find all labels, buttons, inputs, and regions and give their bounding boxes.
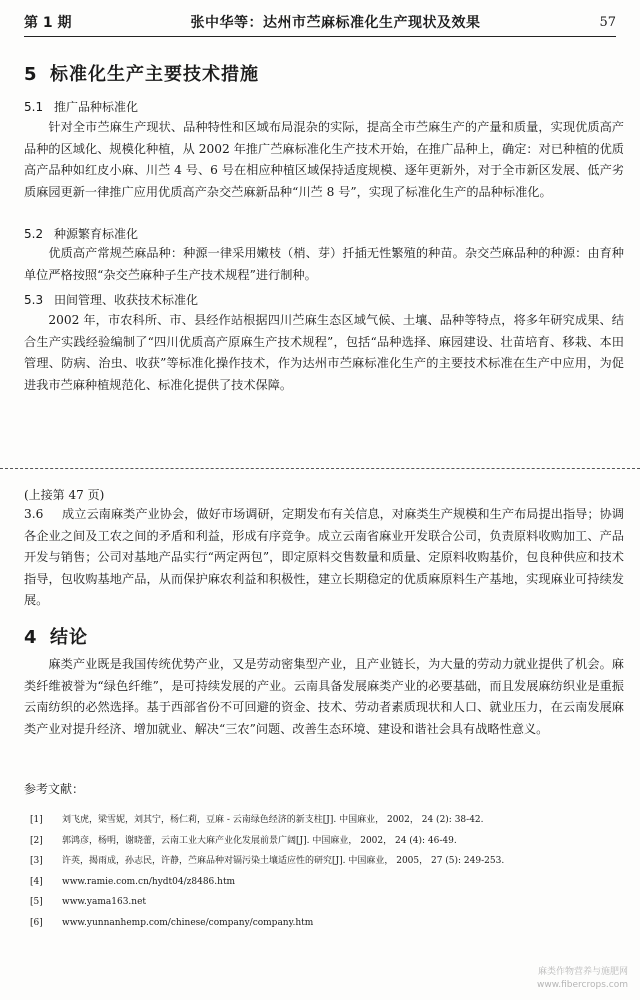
issue-number: 第 1 期 bbox=[24, 15, 72, 31]
running-header bbox=[24, 8, 616, 37]
reference-item: [6] www.yunnanhemp.com/chinese/company/company.htm bbox=[30, 917, 314, 928]
paragraph-5-2: 优质高产常规苎麻品种：种源一律采用嫩枝（梢、芽）扦插无性繁殖的种苗。杂交苎麻品种的种源：由育种单位严格按照“杂交苎麻种子生产技术规程”进行制种。 bbox=[24, 246, 624, 282]
reference-item: [1] 刘飞虎，梁雪妮，刘其宁，杨仁莉，豆麻 - 云南绿色经济的新支柱[J]. 中国麻业， 2002， 24 (2): 38-42. bbox=[30, 815, 484, 825]
reference-item: [4] www.ramie.com.cn/hydt04/z8486.htm bbox=[30, 876, 236, 887]
section-number: 5 bbox=[24, 64, 38, 85]
running-title: 张中华等：达州市苎麻标准化生产现状及效果 bbox=[190, 15, 481, 31]
reference-item: [3] 许英，揭雨成，孙志民，许静，苎麻品种对镉污染土壤适应性的研究[J]. 中国麻业， 2005， 27 (5): 249-253. bbox=[30, 856, 505, 866]
subsection-5-3-heading bbox=[24, 291, 198, 308]
subsection-number: 3.6 bbox=[24, 507, 44, 521]
subsection-title: 田间管理、收获技术标准化 bbox=[54, 293, 199, 307]
reference-item: [2] 郭鸿彦，杨明，谢晓蕾，云南工业大麻产业化发展前景广阔[J]. 中国麻业， 2002， 24 (4): 46-49. bbox=[30, 835, 457, 846]
paragraph-5-1: 针对全市苎麻生产现状、品种特性和区域布局混杂的实际，提高全市苎麻生产的产量和质量，实现优质高产品种的区域化、规模化种植，从 2002 年推广苎麻标准化生产技术开始，在推广品种上，确定：对已种植的优质高产品种如红皮小麻、川苎 4 号、6 号在相应种植区域保持适度规模、逐年更新外，对于全市新区发展、低产劣质麻园更新一律推广应用优质高产杂交苎麻新品种“川苎 8 号”，实现了标准化生产的品种标准化。 bbox=[24, 120, 624, 199]
subsection-number: 5.1 bbox=[24, 100, 44, 114]
page-number: 57 bbox=[599, 14, 616, 30]
paragraph-3-6-text: 成立云南麻类产业协会，做好市场调研，定期发布有关信息，对麻类生产规模和生产布局提出指导；协调各企业之间及工农之间的矛盾和利益，形成有序竞争。成立云南省麻业开发联合公司，负责原料收购加工、产品开发与销售；公司对基地产品实行“两定两包”，即定原料交售数量和质量、定原料收购基价，包良种供应和技术指导，包收购基地产品，从而保护麻农利益和积极性，建立长期稳定的优质麻原料生产基地，实现麻业可持续发展。 bbox=[24, 507, 624, 607]
subsection-number: 5.2 bbox=[24, 227, 44, 241]
site-watermark: 麻类作物营养与施肥网 www.fibercrops.com bbox=[537, 967, 628, 990]
paragraph-conclusion: 麻类产业既是我国传统优势产业，又是劳动密集型产业，且产业链长，为大量的劳动力就业提供了机会。麻类纤维被誉为“绿色纤维”，是可持续发展的产业。云南具备发展麻类产业的必要基础，而且发展麻纺织业是重振云南纺织的必然选择。基于西部省份不可回避的资金、技术、劳动者素质现状和人口、就业压力，在云南发展麻类产业对提升经济、增加就业、解决“三农”问题、改善生态环境、建设和谐社会具有战略性意义。 bbox=[24, 657, 624, 736]
subsection-number: 5.3 bbox=[24, 293, 44, 307]
subsection-5-2-heading bbox=[24, 225, 138, 242]
paragraph-5-3: 2002 年，市农科所、市、县经作站根据四川苎麻生态区域气候、土壤、品种等特点，将多年研究成果、结合生产实践经验编制了“四川优质高产原麻生产技术规程”，包括“品种选择、麻园建设、壮苗培育、移栽、本田管理、防病、治虫、收获”等标准化操作技术，作为达州市苎麻标准化生产的主要技术标准在生产中应用，为促进我市苎麻种植规范化、标准化提供了技术保障。 bbox=[24, 313, 624, 392]
section-5-heading bbox=[24, 60, 259, 86]
section-4-heading bbox=[24, 623, 88, 649]
section-title: 结论 bbox=[50, 627, 88, 648]
references-heading: 参考文献： bbox=[24, 782, 85, 796]
paragraph-3-6 bbox=[24, 504, 624, 612]
reference-list bbox=[30, 810, 620, 933]
section-title: 标准化生产主要技术措施 bbox=[50, 64, 259, 85]
subsection-title: 种源繁育标准化 bbox=[54, 227, 139, 241]
subsection-5-1-heading bbox=[24, 98, 138, 115]
reference-item: [5] www.yama163.net bbox=[30, 897, 147, 907]
continued-from-label: (上接第 47 页) bbox=[24, 488, 105, 502]
subsection-title: 推广品种标准化 bbox=[54, 100, 139, 114]
section-number: 4 bbox=[24, 627, 38, 648]
article-separator bbox=[0, 458, 640, 469]
